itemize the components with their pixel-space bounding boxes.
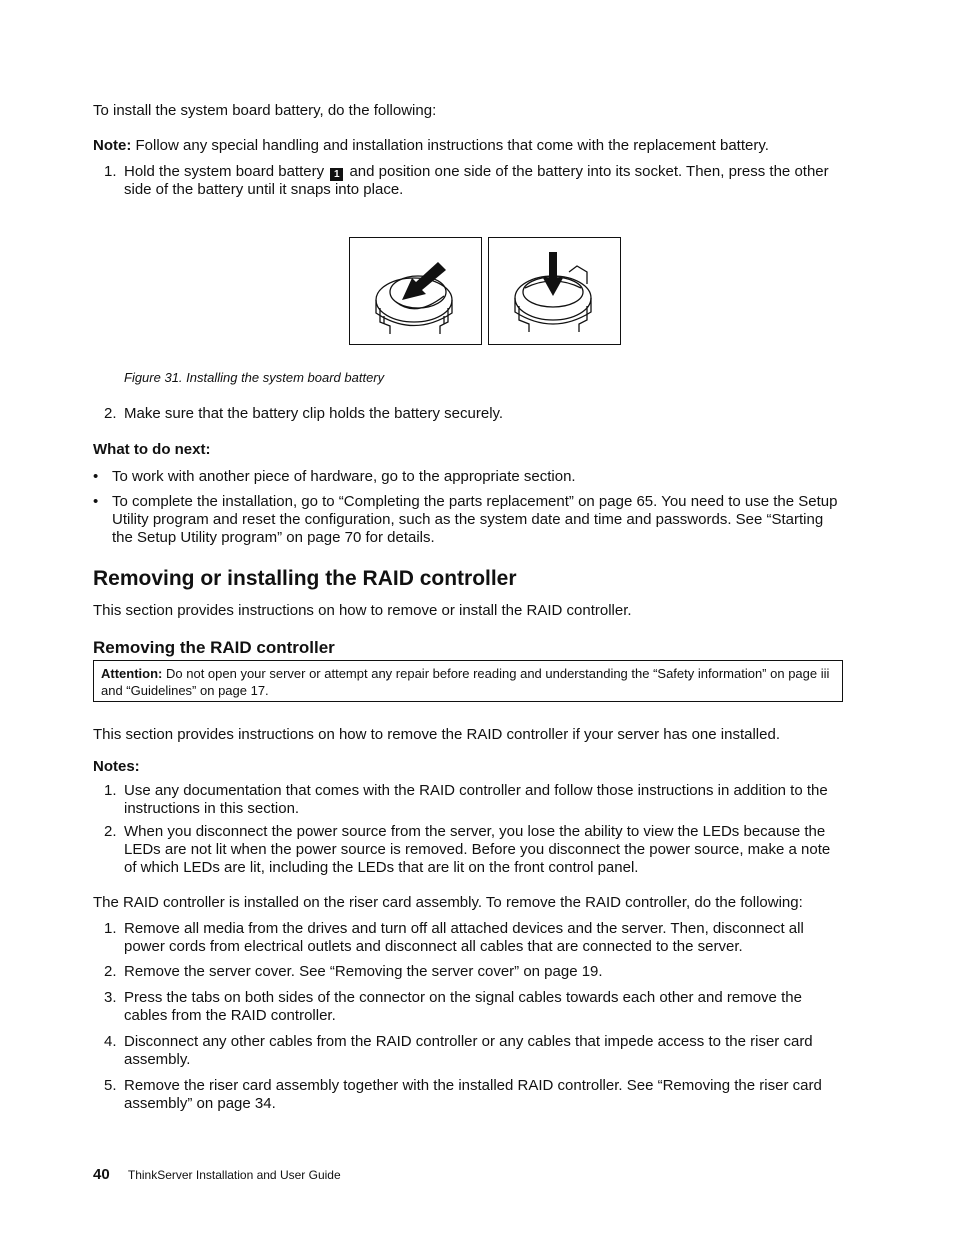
figure-panel-left	[349, 237, 482, 345]
section-intro: This section provides instructions on how to remove or install the RAID controller.	[93, 602, 632, 619]
step-number: 5.	[104, 1077, 117, 1094]
note-paragraph	[93, 137, 853, 155]
figure-caption: Figure 31. Installing the system board battery	[124, 370, 385, 385]
step-text-after: and position one side of the battery into its socket. Then, press the other side of the battery until it snaps into place.	[124, 163, 829, 198]
intro-text: To install the system board battery, do the following:	[93, 102, 437, 119]
remove-step-3: Press the tabs on both sides of the connector on the signal cables towards each other and remove the cables from the RAID controller.	[124, 989, 802, 1024]
note-text: Follow any special handling and installation instructions that come with the replacement battery.	[135, 137, 769, 154]
bullet-icon: •	[93, 493, 99, 510]
subsection-intro: This section provides instructions on how to remove the RAID controller if your server has one installed.	[93, 726, 780, 743]
callout-badge: 1	[330, 168, 343, 181]
install-step-1	[124, 163, 846, 199]
note-label: Note:	[93, 137, 132, 154]
page-number: 40	[93, 1166, 110, 1183]
step-number: 1.	[104, 163, 117, 180]
next-bullet-2: To complete the installation, go to “Completing the parts replacement” on page 65. You need to use the Setup Utility program and reset the configuration, such as the system date and time and passwords. See “Starting the Setup Utility program” on page 70 for details.	[112, 493, 838, 546]
step-number: 2.	[104, 405, 117, 422]
section-title: Removing or installing the RAID controller	[93, 567, 517, 590]
next-bullet-1: To work with another piece of hardware, go to the appropriate section.	[112, 468, 576, 485]
step-number: 1.	[104, 920, 117, 937]
remove-lead: The RAID controller is installed on the riser card assembly. To remove the RAID controller, do the following:	[93, 894, 803, 911]
bullet-icon: •	[93, 468, 99, 485]
step-number: 3.	[104, 989, 117, 1006]
remove-step-4: Disconnect any other cables from the RAID controller or any cables that impede access to the riser card assembly.	[124, 1033, 813, 1068]
note-item-1: Use any documentation that comes with the RAID controller and follow those instructions in addition to the instructions in this section.	[124, 782, 828, 817]
battery-insert-angled-icon	[350, 238, 481, 344]
note-number: 1.	[104, 782, 117, 799]
subsection-title: Removing the RAID controller	[93, 638, 335, 657]
attention-box	[93, 660, 843, 702]
notes-heading: Notes:	[93, 758, 140, 775]
attention-label: Attention:	[101, 666, 163, 681]
figure-panel-right	[488, 237, 621, 345]
remove-step-5: Remove the riser card assembly together with the installed RAID controller. See “Removing the riser card assembly” on page 34.	[124, 1077, 822, 1112]
page-footer	[93, 1166, 341, 1184]
attention-text: Do not open your server or attempt any repair before reading and understanding the “Safety information” on page iii and “Guidelines” on page 17.	[101, 666, 830, 698]
battery-press-down-icon	[489, 238, 620, 344]
step-number: 2.	[104, 963, 117, 980]
note-item-2: When you disconnect the power source from the server, you lose the ability to view the LEDs because the LEDs are not lit when the power source is removed. Before you disconnect the power source, make a note of which LEDs are lit, including the LEDs that are lit on the front control panel.	[124, 823, 831, 876]
step-number: 4.	[104, 1033, 117, 1050]
note-number: 2.	[104, 823, 117, 840]
remove-step-1: Remove all media from the drives and turn off all attached devices and the server. Then, disconnect all power cords from electrical outlets and disconnect all cables that are connected to the server.	[124, 920, 804, 955]
install-step-2: Make sure that the battery clip holds the battery securely.	[124, 405, 504, 422]
remove-step-2: Remove the server cover. See “Removing the server cover” on page 19.	[124, 963, 603, 980]
guide-title: ThinkServer Installation and User Guide	[127, 1168, 341, 1182]
what-next-heading: What to do next:	[93, 441, 211, 458]
step-text-before: Hold the system board battery	[124, 163, 325, 180]
